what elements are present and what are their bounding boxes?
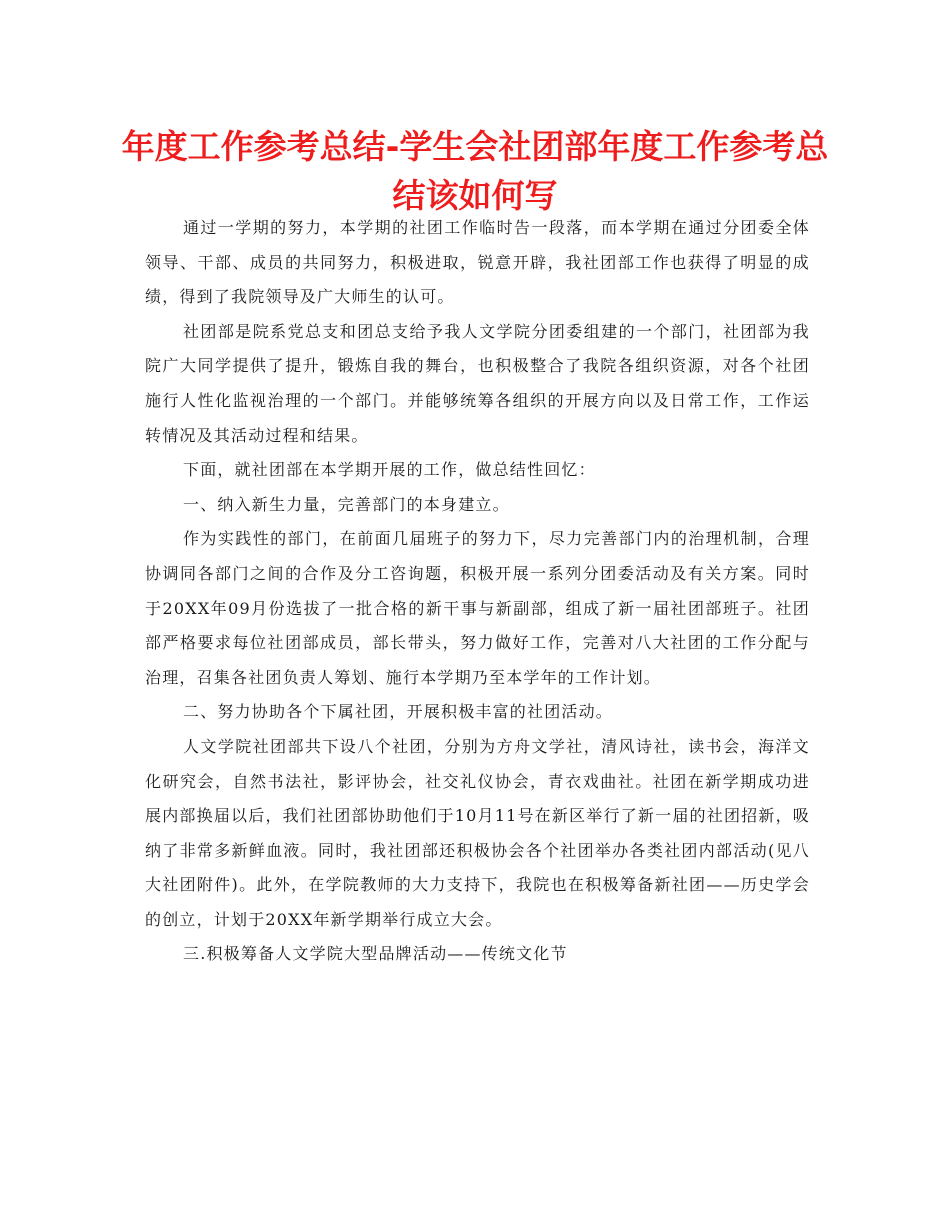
paragraph: 通过一学期的努力，本学期的社团工作临时告一段落，而本学期在通过分团委全体领导、干部、成员的共同努力，积极进取，锐意开辟，我社团部工作也获得了明显的成绩，得到了我院领导及广大师生的认可。 bbox=[145, 218, 810, 307]
document-title: 年度工作参考总结-学生会社团部年度工作参考总结该如何写 bbox=[121, 127, 829, 215]
document-body bbox=[145, 211, 810, 972]
paragraph: 下面，就社团部在本学期开展的工作，做总结性回忆： bbox=[183, 460, 596, 480]
section-heading: 三.积极筹备人文学院大型品牌活动——传统文化节 bbox=[183, 944, 568, 964]
paragraph: 人文学院社团部共下设八个社团，分别为方舟文学社，清风诗社，读书会，海洋文化研究会，自然书法社，影评协会，社交礼仪协会，青衣戏曲社。社团在新学期成功进展内部换届以后，我们社团部协助他们于10月11号在新区举行了新一届的社团招新，吸纳了非常多新鲜血液。同时，我社团部还积极协会各个社团举办各类社团内部活动(见八大社团附件)。此外，在学院教师的大力支持下，我院也在积极筹备新社团——历史学会的创立，计划于20XX年新学期举行成立大会。 bbox=[145, 736, 810, 929]
section-heading: 一、纳入新生力量，完善部门的本身建立。 bbox=[183, 494, 510, 514]
paragraph: 社团部是院系党总支和团总支给予我人文学院分团委组建的一个部门，社团部为我院广大同学提供了提升，锻炼自我的舞台，也积极整合了我院各组织资源，对各个社团施行人性化监视治理的一个部门。并能够统筹各组织的开展方向以及日常工作，工作运转情况及其活动过程和结果。 bbox=[145, 321, 810, 445]
section-heading: 二、努力协助各个下属社团，开展积极丰富的社团活动。 bbox=[183, 702, 614, 722]
paragraph: 作为实践性的部门，在前面几届班子的努力下，尽力完善部门内的治理机制，合理协调同各部门之间的合作及分工咨询题，积极开展一系列分团委活动及有关方案。同时于20XX年09月份选拔了一批合格的新干事与新副部，组成了新一届社团部班子。社团部严格要求每位社团部成员，部长带头，努力做好工作，完善对八大社团的工作分配与治理，召集各社团负责人筹划、施行本学期乃至本学年的工作计划。 bbox=[145, 529, 810, 687]
